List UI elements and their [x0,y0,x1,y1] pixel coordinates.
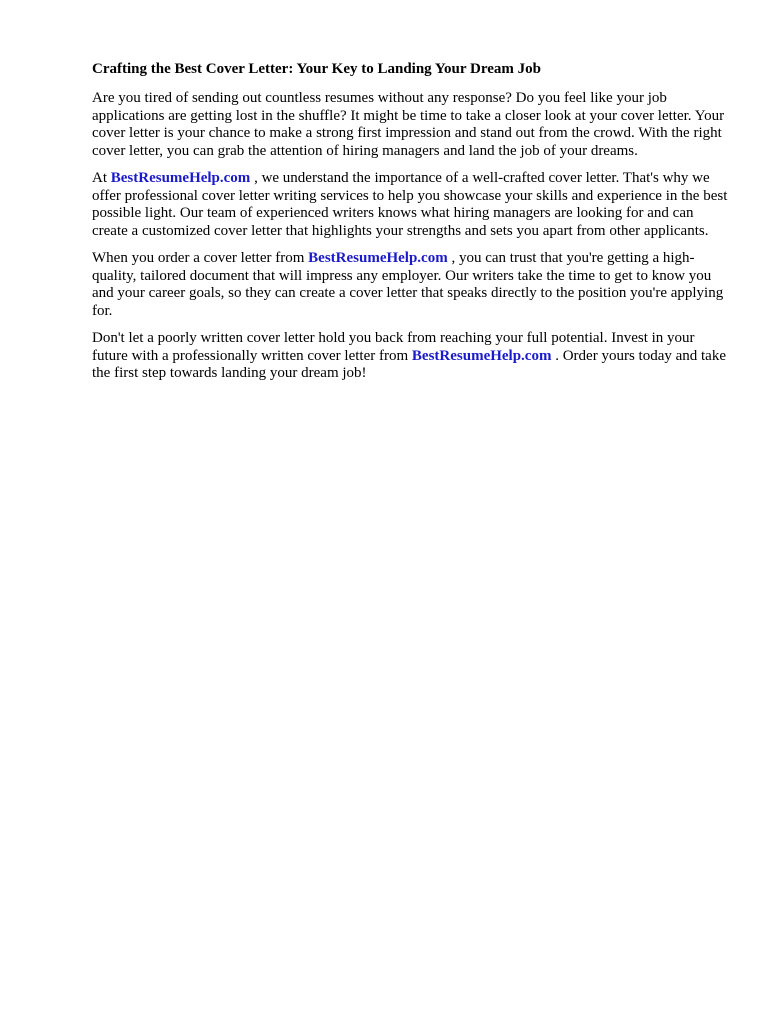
bestresumehelp-link[interactable]: BestResumeHelp.com [411,347,552,364]
paragraph-intro: Are you tired of sending out countless resumes without any response? Do you feel like your job applications are getting lost in the shuffle? It might be time to take a closer look at your cover letter. Your cover letter is your chance to make a strong first impression and stand out from the crowd. With the right cover letter, you can grab the attention of hiring managers and land the job of your dreams. [92,90,725,159]
paragraph-closing [92,330,728,383]
paragraph-order-body: , you can trust that you're getting a high-quality, tailored document that will impress any employer. Our writers take the time to get to know you and your career goals, so they can create a cover letter that speaks directly to the position you're applying for. [92,250,724,319]
paragraph-about-lead: At [92,170,111,186]
paragraph-about [92,170,728,240]
paragraph-closing-body: . Order yours today and take the first step towards landing your dream job! [92,347,726,381]
paragraph-order-lead: When you order a cover letter from [92,250,309,266]
paragraph-about-body: , we understand the importance of a well-crafted cover letter. That's why we offer professional cover letter writing services to help you showcase your skills and experience in the best possible light. Our team of experienced writers knows what hiring managers are looking for and can create a customized cover letter that highlights your strengths and sets you apart from other applicants. [92,170,728,239]
paragraph-closing-lead: Don't let a poorly written cover letter hold you back from reaching your full potential. Invest in your future with a professionally written cover letter from [92,330,695,364]
bestresumehelp-link[interactable]: BestResumeHelp.com [308,250,448,266]
bestresumehelp-link[interactable]: BestResumeHelp.com [110,170,251,186]
document-title: Crafting the Best Cover Letter: Your Key to Landing Your Dream Job [92,61,541,77]
paragraph-order [92,250,728,320]
